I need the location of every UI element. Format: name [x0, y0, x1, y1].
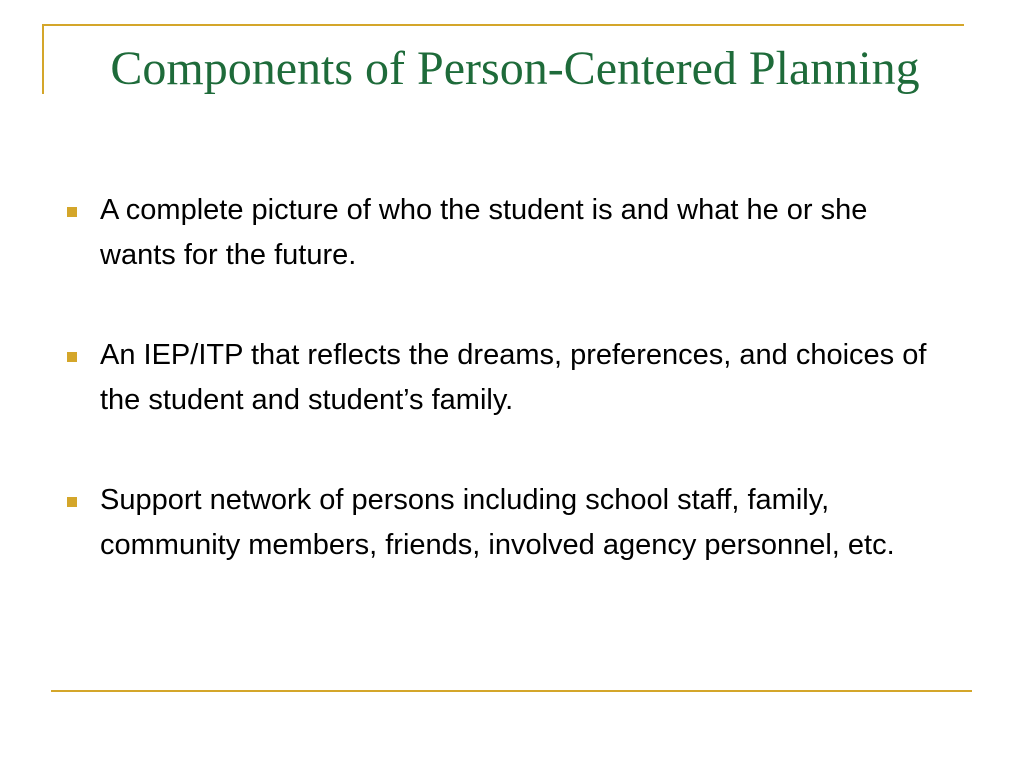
slide-title: Components of Person-Centered Planning [110, 42, 920, 95]
bullet-item [62, 333, 942, 423]
square-bullet-icon [67, 352, 77, 362]
left-rule [42, 24, 44, 94]
bullet-text: An IEP/ITP that reflects the dreams, preferences, and choices of the student and student’s family. [100, 339, 927, 416]
bullet-text: A complete picture of who the student is and what he or she wants for the future. [100, 194, 868, 271]
bullet-item [62, 188, 942, 278]
bullet-text: Support network of persons including school staff, family, community members, friends, involved agency personnel, etc. [100, 484, 895, 561]
bottom-rule [51, 690, 972, 692]
top-rule [43, 24, 964, 26]
square-bullet-icon [67, 207, 77, 217]
square-bullet-icon [67, 497, 77, 507]
bullet-list [62, 188, 942, 623]
bullet-item [62, 478, 942, 568]
